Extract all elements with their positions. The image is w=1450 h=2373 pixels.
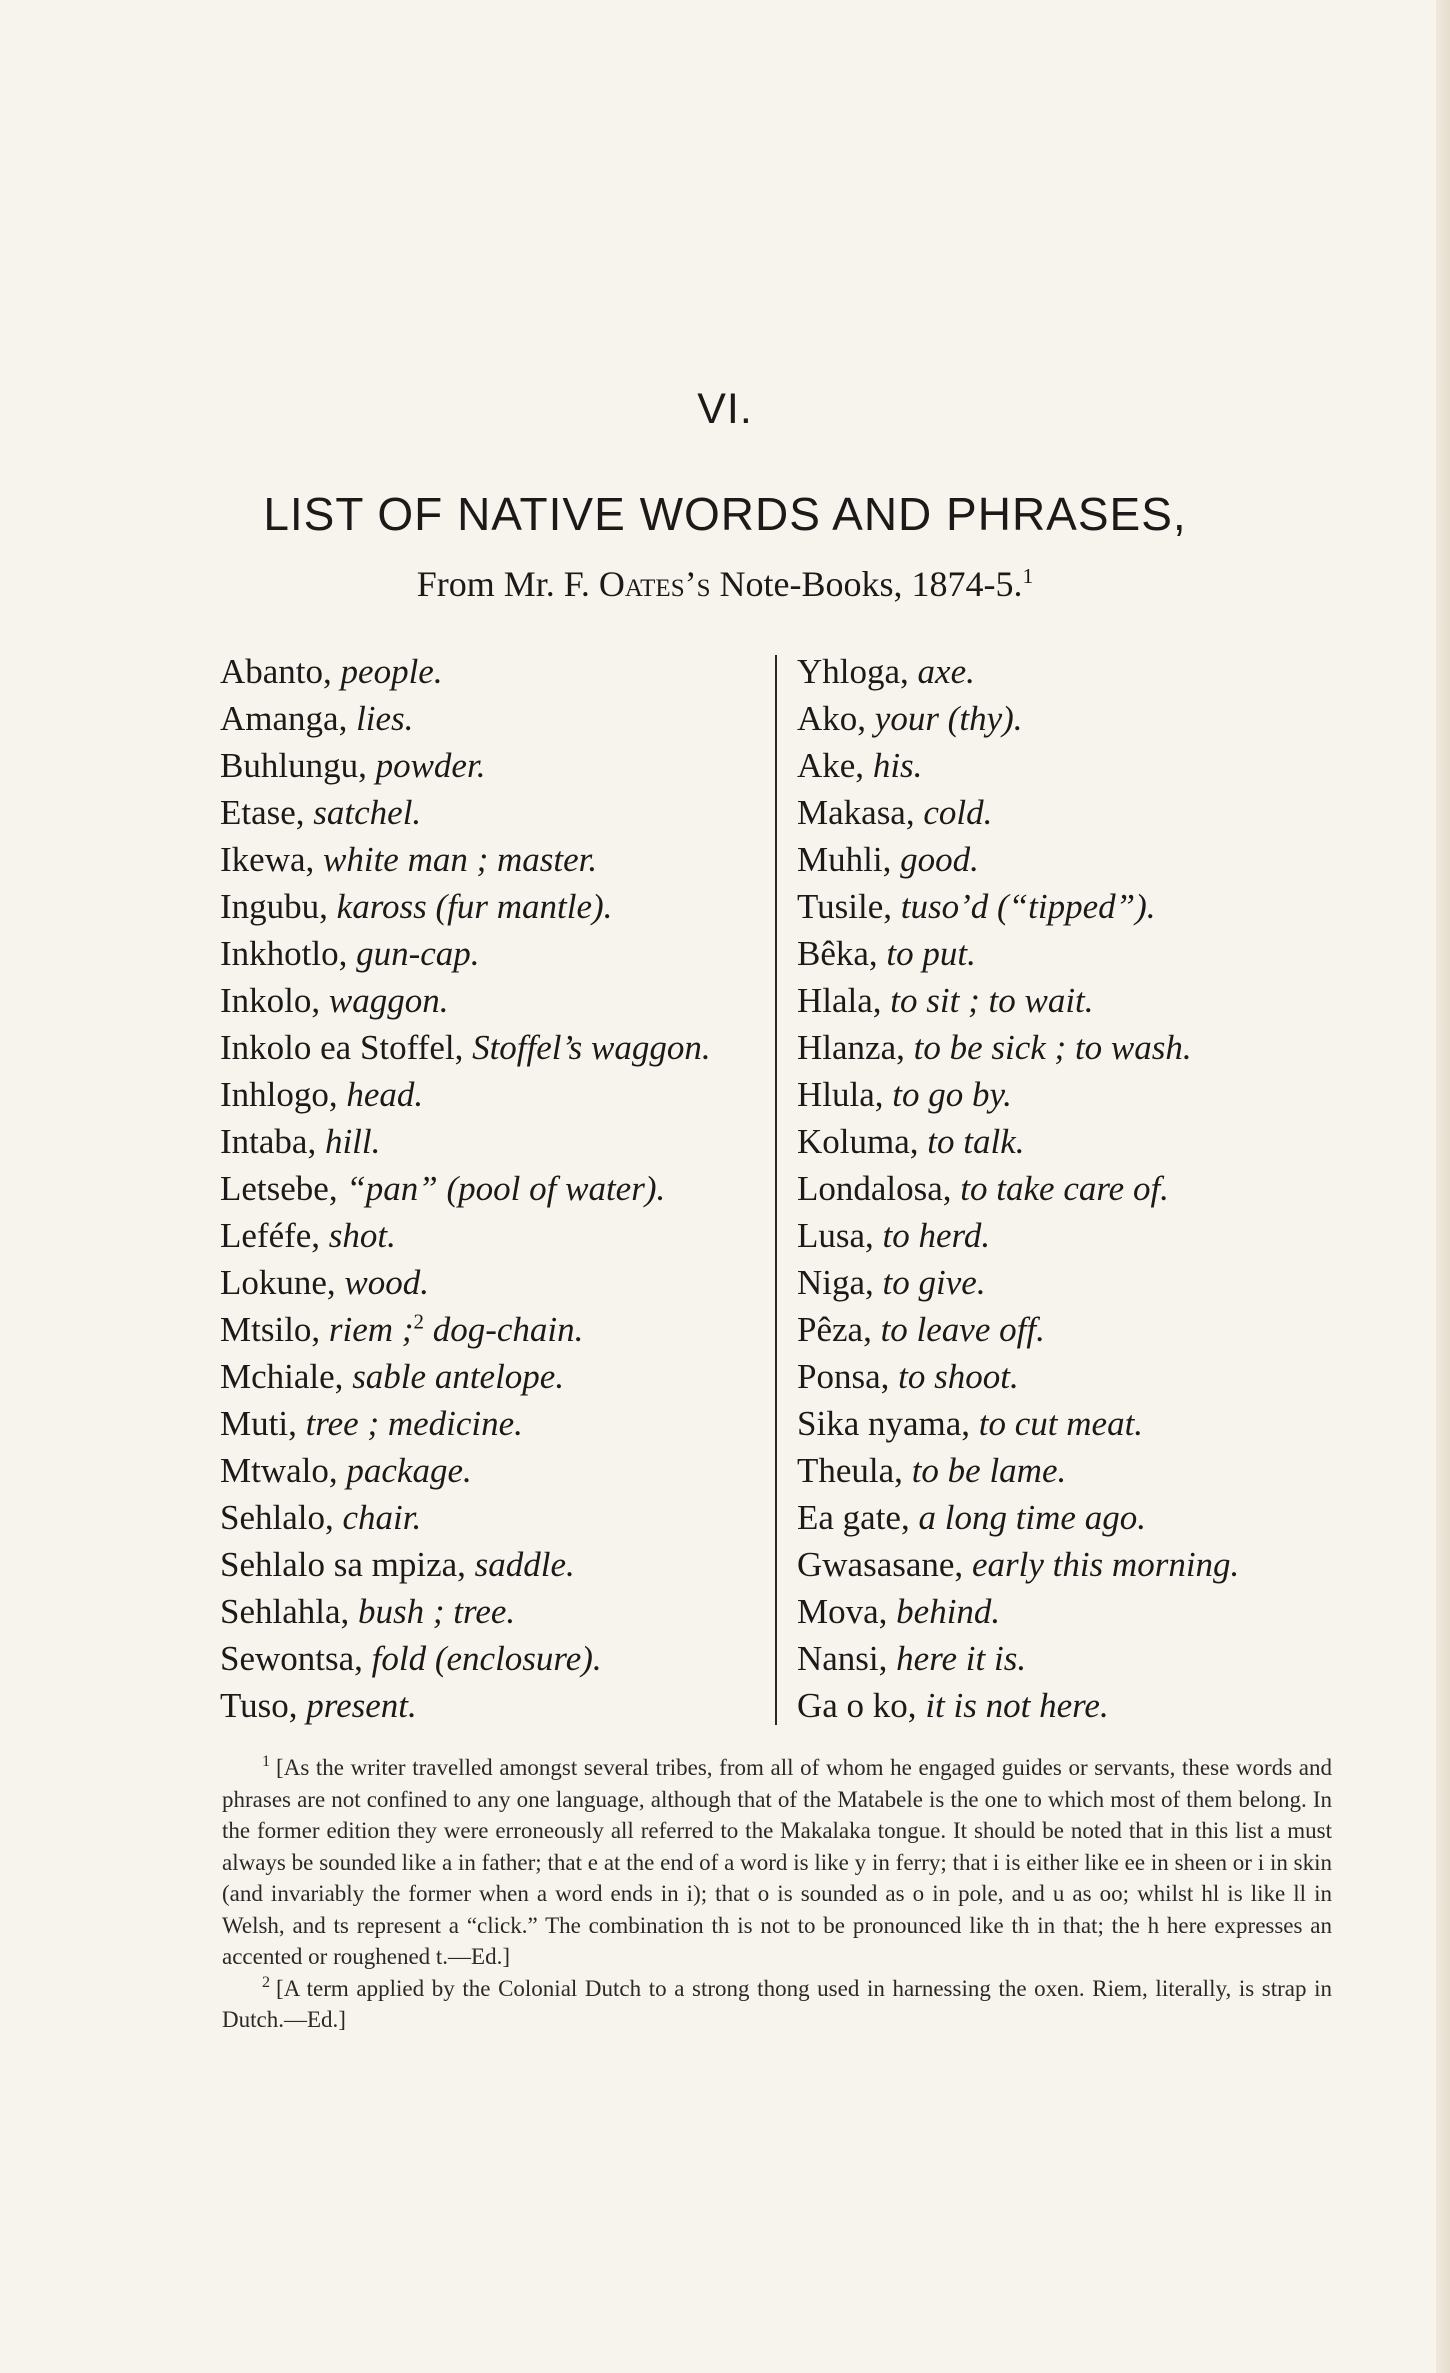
english-gloss: chair. <box>342 1498 422 1537</box>
english-gloss: white man ; master. <box>323 840 598 879</box>
english-gloss: to be sick ; to wash. <box>913 1028 1192 1067</box>
word-entry <box>797 789 1357 836</box>
english-gloss: to be lame. <box>911 1451 1067 1490</box>
subtitle-suffix: Note-Books, 1874-5. <box>710 564 1023 604</box>
native-term: Etase, <box>220 793 314 832</box>
subtitle-prefix: From Mr. F. <box>416 564 599 604</box>
native-term: Sika nyama, <box>797 1404 979 1443</box>
footnote-number: 1 <box>262 1753 271 1771</box>
word-entry <box>220 1494 760 1541</box>
native-term: Lokune, <box>220 1263 345 1302</box>
word-entry <box>797 1165 1357 1212</box>
english-gloss: axe. <box>917 652 975 691</box>
footnotes <box>222 1752 1332 2036</box>
word-entry <box>220 883 760 930</box>
native-term: Inkolo, <box>220 981 329 1020</box>
native-term: Londalosa, <box>797 1169 961 1208</box>
word-entry <box>220 1447 760 1494</box>
english-gloss: to cut meat. <box>978 1404 1144 1443</box>
word-list-right <box>797 648 1357 1729</box>
native-term: Mova, <box>797 1592 897 1631</box>
english-gloss: lies. <box>356 699 414 738</box>
word-entry <box>220 742 760 789</box>
word-entry <box>220 1259 760 1306</box>
word-entry <box>797 977 1357 1024</box>
native-term: Ea gate, <box>797 1498 919 1537</box>
english-gloss: package. <box>346 1451 472 1490</box>
english-gloss: saddle. <box>474 1545 575 1584</box>
native-term: Yhloga, <box>797 652 918 691</box>
native-term: Mtsilo, <box>220 1310 329 1349</box>
word-entry <box>220 977 760 1024</box>
english-gloss: tree ; medicine. <box>305 1404 523 1443</box>
native-term: Letsebe, <box>220 1169 347 1208</box>
chapter-number: VI. <box>697 385 753 433</box>
english-gloss: shot. <box>328 1216 396 1255</box>
native-term: Tuso, <box>220 1686 307 1725</box>
english-gloss: sable antelope. <box>352 1357 565 1396</box>
native-term: Hlula, <box>797 1075 893 1114</box>
word-entry <box>797 1353 1357 1400</box>
english-gloss: here it is. <box>896 1639 1027 1678</box>
native-term: Muhli, <box>797 840 901 879</box>
word-entry <box>220 1212 760 1259</box>
native-term: Sehlalo sa mpiza, <box>220 1545 475 1584</box>
english-gloss: Stoffel’s waggon. <box>472 1028 711 1067</box>
word-entry <box>220 1353 760 1400</box>
english-gloss: satchel. <box>313 793 422 832</box>
english-gloss: a long time ago. <box>918 1498 1146 1537</box>
footnote-text: [As the writer travelled amongst several tribes, from all of whom he engaged guides or servants, these words and phrases are not confined to any one language, although that of the Matabele is the one to which most of them belong. In the former edition they were erroneously all referred to the Makalaka tongue. It should be noted that in this list a must always be sounded like a in father; that e at the end of a word is like y in ferry; that i is either like ee in sheen or i in skin (and invariably the former when a word ends in i); that o is sounded as o in pole, and u as oo; whilst hl is like ll in Welsh, and ts represent a “click.” The combination th is not to be pronounced like th in that; the h here expresses an accented or roughened t.—Ed.] <box>222 1755 1332 1969</box>
word-entry <box>797 1306 1357 1353</box>
english-gloss: to leave off. <box>880 1310 1045 1349</box>
english-gloss: bush ; tree. <box>358 1592 516 1631</box>
native-term: Ga o ko, <box>797 1686 926 1725</box>
word-entry <box>797 1118 1357 1165</box>
word-entry <box>220 789 760 836</box>
english-gloss: to sit ; to wait. <box>890 981 1094 1020</box>
word-list-left <box>220 648 760 1729</box>
word-entry <box>797 1447 1357 1494</box>
native-term: Mtwalo, <box>220 1451 347 1490</box>
english-gloss-continued: dog-chain. <box>423 1310 584 1349</box>
page-edge <box>1436 0 1450 2373</box>
word-entry <box>797 1588 1357 1635</box>
chapter-title: LIST OF NATIVE WORDS AND PHRASES, <box>263 488 1187 540</box>
native-term: Ingubu, <box>220 887 337 926</box>
native-term: Ako, <box>797 699 875 738</box>
word-entry <box>220 1682 760 1729</box>
native-term: Buhlungu, <box>220 746 376 785</box>
native-term: Muti, <box>220 1404 306 1443</box>
footnote-number: 2 <box>262 1973 271 1991</box>
english-gloss: wood. <box>344 1263 430 1302</box>
word-entry <box>220 1306 760 1353</box>
english-gloss: his. <box>872 746 923 785</box>
word-entry <box>220 1588 760 1635</box>
word-entry <box>797 648 1357 695</box>
word-entry <box>797 1541 1357 1588</box>
word-entry <box>797 1259 1357 1306</box>
word-entry <box>797 1494 1357 1541</box>
word-entry <box>220 648 760 695</box>
english-gloss: gun-cap. <box>356 934 480 973</box>
english-gloss: people. <box>340 652 443 691</box>
word-entry <box>797 1400 1357 1447</box>
native-term: Makasa, <box>797 793 924 832</box>
english-gloss: to take care of. <box>960 1169 1169 1208</box>
native-term: Sehlahla, <box>220 1592 359 1631</box>
native-term: Koluma, <box>797 1122 928 1161</box>
native-term: Niga, <box>797 1263 883 1302</box>
native-term: Sehlalo, <box>220 1498 343 1537</box>
english-gloss: behind. <box>896 1592 1001 1631</box>
word-entry <box>797 695 1357 742</box>
english-gloss: to put. <box>886 934 976 973</box>
native-term: Mchiale, <box>220 1357 353 1396</box>
english-gloss: powder. <box>375 746 486 785</box>
word-entry <box>797 930 1357 977</box>
word-entry <box>797 836 1357 883</box>
footnote <box>222 1973 1332 2036</box>
native-term: Inkhotlo, <box>220 934 357 973</box>
english-gloss: fold (enclosure). <box>371 1639 602 1678</box>
native-term: Nansi, <box>797 1639 897 1678</box>
word-entry <box>220 1024 760 1071</box>
word-entry <box>797 1024 1357 1071</box>
native-term: Hlanza, <box>797 1028 914 1067</box>
english-gloss: “pan” (pool of water). <box>346 1169 666 1208</box>
column-divider <box>775 655 777 1725</box>
english-gloss: riem ; <box>328 1310 414 1349</box>
english-gloss: your (thy). <box>874 699 1023 738</box>
word-entry <box>220 1118 760 1165</box>
subtitle <box>0 563 1450 605</box>
native-term: Ake, <box>797 746 873 785</box>
native-term: Sewontsa, <box>220 1639 372 1678</box>
native-term: Theula, <box>797 1451 912 1490</box>
english-gloss: to shoot. <box>898 1357 1019 1396</box>
subtitle-name: Oates’s <box>598 564 711 604</box>
native-term: Bêka, <box>797 934 887 973</box>
native-term: Leféfe, <box>220 1216 329 1255</box>
native-term: Abanto, <box>220 652 341 691</box>
word-entry <box>220 1541 760 1588</box>
english-gloss: waggon. <box>328 981 449 1020</box>
word-entry <box>220 1165 760 1212</box>
word-entry <box>220 695 760 742</box>
word-entry <box>220 1400 760 1447</box>
english-gloss: cold. <box>923 793 993 832</box>
word-entry <box>797 1682 1357 1729</box>
native-term: Inkolo ea Stoffel, <box>220 1028 473 1067</box>
footnote-text: [A term applied by the Colonial Dutch to a strong thong used in harnessing the oxen. Riem, literally, is strap in Dutch.—Ed.] <box>222 1975 1332 2032</box>
native-term: Lusa, <box>797 1216 883 1255</box>
english-gloss: present. <box>306 1686 417 1725</box>
native-term: Intaba, <box>220 1122 325 1161</box>
english-gloss: to herd. <box>882 1216 991 1255</box>
footnote-mark: 2 <box>413 1309 424 1334</box>
native-term: Ponsa, <box>797 1357 899 1396</box>
english-gloss: hill. <box>324 1122 381 1161</box>
word-entry <box>797 1071 1357 1118</box>
english-gloss: to talk. <box>927 1122 1025 1161</box>
word-entry <box>220 930 760 977</box>
word-entry <box>220 836 760 883</box>
english-gloss: to go by. <box>892 1075 1012 1114</box>
word-entry <box>797 742 1357 789</box>
native-term: Ikewa, <box>220 840 324 879</box>
word-entry <box>797 1212 1357 1259</box>
native-term: Tusile, <box>797 887 901 926</box>
english-gloss: good. <box>900 840 979 879</box>
native-term: Hlala, <box>797 981 891 1020</box>
native-term: Pêza, <box>797 1310 881 1349</box>
word-entry <box>797 883 1357 930</box>
word-entry <box>220 1635 760 1682</box>
native-term: Amanga, <box>220 699 357 738</box>
english-gloss: early this morning. <box>971 1545 1240 1584</box>
english-gloss: tuso’d (“tipped”). <box>900 887 1156 926</box>
english-gloss: to give. <box>882 1263 986 1302</box>
subtitle-footnote-mark: 1 <box>1022 564 1034 588</box>
native-term: Gwasasane, <box>797 1545 972 1584</box>
footnote <box>222 1752 1332 1973</box>
english-gloss: it is not here. <box>925 1686 1109 1725</box>
word-entry <box>220 1071 760 1118</box>
english-gloss: head. <box>346 1075 424 1114</box>
word-entry <box>797 1635 1357 1682</box>
english-gloss: kaross (fur mantle). <box>336 887 613 926</box>
native-term: Inhlogo, <box>220 1075 347 1114</box>
